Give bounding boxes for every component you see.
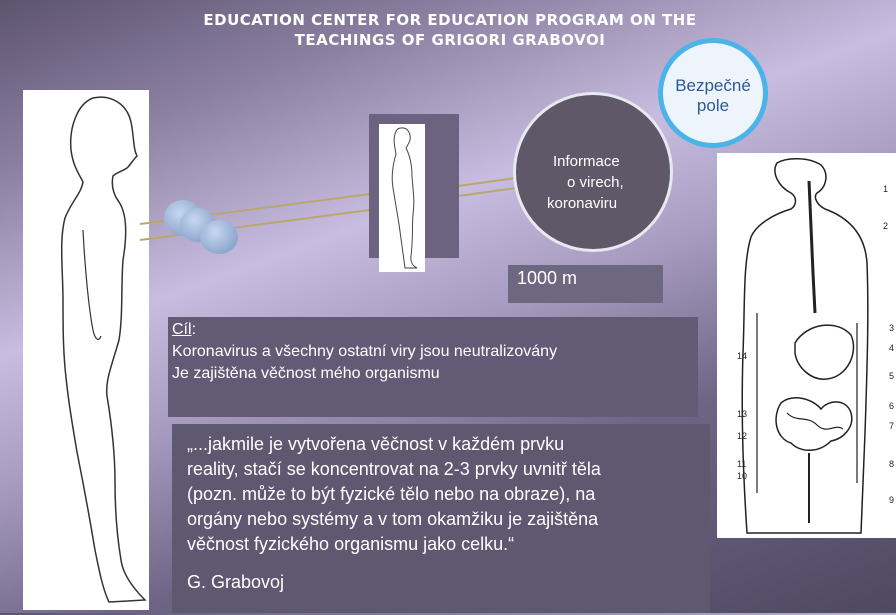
organ-number-14: 14 bbox=[737, 351, 748, 361]
sphere-3 bbox=[200, 220, 238, 254]
organ-number-6: 6 bbox=[888, 401, 894, 411]
anatomy-diagram-image bbox=[717, 153, 896, 538]
human-figure-image bbox=[23, 90, 149, 610]
organ-number-13: 13 bbox=[737, 409, 748, 419]
organ-number-2: 2 bbox=[882, 221, 888, 231]
quote-text bbox=[187, 432, 601, 557]
information-circle bbox=[513, 92, 673, 252]
organ-number-3: 3 bbox=[888, 323, 894, 333]
quote-author: G. Grabovoj bbox=[187, 572, 285, 592]
goal-line-1: Koronavirus a všechny ostatní viry jsou neutralizovány bbox=[172, 343, 558, 360]
page-title bbox=[130, 10, 770, 50]
quote-line-3: (pozn. může to být fyzické tělo nebo na obraze), na bbox=[187, 484, 596, 504]
safe-field-line-1: Bezpečné bbox=[675, 76, 751, 95]
goal-label: Cíl bbox=[172, 321, 192, 338]
quote-line-1: „...jakmile je vytvořena věčnost v každém prvku bbox=[187, 434, 565, 454]
quote-line-5: věčnost fyzického organismu jako celku.“ bbox=[187, 534, 515, 554]
small-silhouette-icon bbox=[379, 124, 425, 272]
human-silhouette-icon bbox=[23, 90, 149, 610]
organ-number-7: 7 bbox=[888, 421, 894, 431]
goal-line-2: Je zajištěna věčnost mého organismu bbox=[172, 365, 440, 382]
title-line-2: TEACHINGS OF GRIGORI GRABOVOI bbox=[294, 31, 606, 49]
goal-box bbox=[168, 317, 698, 417]
info-line-2: o virech, bbox=[567, 174, 624, 191]
organ-number-5: 5 bbox=[888, 371, 894, 381]
organ-number-12: 12 bbox=[737, 431, 748, 441]
safe-field-circle bbox=[658, 38, 768, 148]
info-line-1: Informace bbox=[553, 153, 620, 170]
organ-number-10: 10 bbox=[737, 471, 748, 481]
quote-box bbox=[172, 424, 710, 613]
goal-heading bbox=[172, 319, 196, 341]
goal-colon: : bbox=[191, 321, 197, 338]
organ-number-9: 9 bbox=[888, 495, 894, 505]
quote-line-4: orgány nebo systémy a v tom okamžiku je zajištěna bbox=[187, 509, 599, 529]
organ-numbers-right: 1 bbox=[882, 184, 888, 194]
safe-field-line-2: pole bbox=[696, 96, 730, 115]
organ-number-11: 11 bbox=[737, 459, 747, 469]
distance-value: 1000 m bbox=[517, 268, 578, 288]
organ-number-4: 4 bbox=[888, 343, 894, 353]
title-line-1: EDUCATION CENTER FOR EDUCATION PROGRAM ON THE bbox=[203, 11, 697, 29]
info-line-3: koronaviru bbox=[547, 195, 618, 212]
quote-line-2: reality, stačí se koncentrovat na 2-3 prvky uvnitř těla bbox=[187, 459, 601, 479]
organ-number-8: 8 bbox=[888, 459, 894, 469]
distance-label bbox=[508, 265, 663, 303]
small-human-figure-image bbox=[379, 124, 425, 272]
